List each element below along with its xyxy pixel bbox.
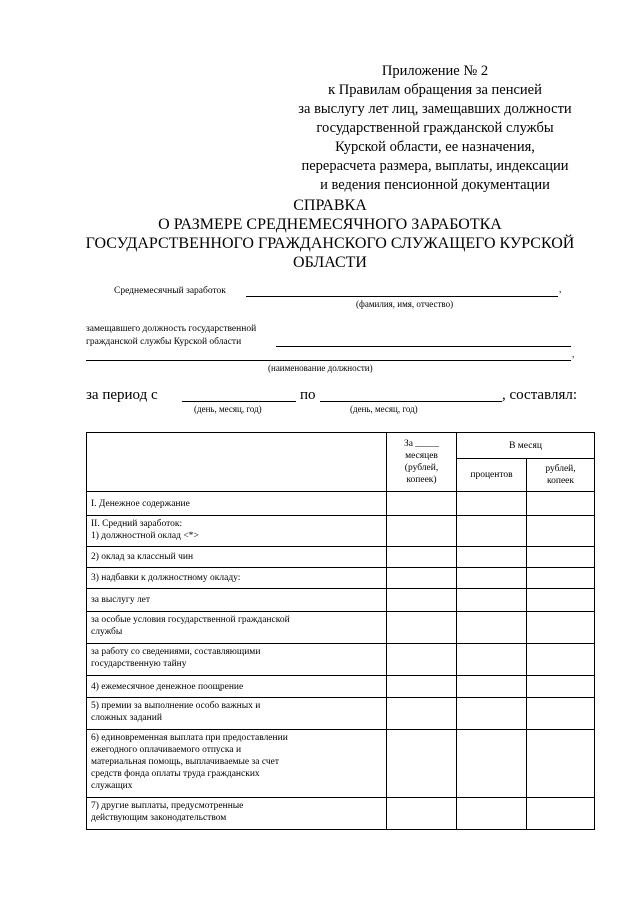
header-months-cell — [387, 433, 457, 492]
row-label-line: за особые условия государственной гражданской — [91, 615, 290, 625]
row-label-line: 6) единовременная выплата при предоставлении — [91, 733, 288, 743]
title-line: СПРАВКА — [293, 197, 367, 214]
row-label-line: 3) надбавки к должностному окладу: — [91, 573, 241, 583]
row-label-cell — [87, 589, 387, 612]
date-from-caption: (день, месяц, год) — [194, 404, 262, 414]
position-label-2: гражданской службы Курской области — [86, 337, 242, 347]
row-label-cell — [87, 612, 387, 644]
table-row — [87, 492, 595, 516]
row-label-line: сложных заданий — [91, 713, 162, 723]
period-label: за период с — [86, 387, 158, 403]
table-row — [87, 730, 595, 798]
row-label-line: действующим законодательством — [91, 813, 227, 823]
row-label-line: за выслугу лет — [91, 595, 151, 605]
months-input-cell[interactable] — [387, 612, 457, 644]
appendix-header — [270, 62, 600, 195]
percent-input-cell[interactable] — [457, 568, 527, 589]
months-input-cell[interactable] — [387, 589, 457, 612]
fio-caption: (фамилия, имя, отчество) — [356, 299, 454, 309]
row-label-line: 7) другие выплаты, предусмотренные — [91, 801, 244, 811]
row-label-cell — [87, 698, 387, 730]
rubles-input-cell[interactable] — [527, 644, 595, 676]
header-rubles-line: рублей, — [545, 464, 576, 475]
percent-input-cell[interactable] — [457, 698, 527, 730]
table-row — [87, 798, 595, 830]
rubles-input-cell[interactable] — [527, 676, 595, 698]
percent-input-cell[interactable] — [457, 516, 527, 547]
row-label-cell — [87, 516, 387, 547]
earnings-table — [86, 432, 595, 830]
rubles-input-cell[interactable] — [527, 612, 595, 644]
row-label-line: II. Средний заработок: — [91, 519, 183, 529]
period-result-label: , составлял: — [502, 387, 578, 403]
row-label-line: государственную тайну — [91, 659, 187, 669]
percent-input-cell[interactable] — [457, 676, 527, 698]
appendix-line: Курской области, ее назначения, — [335, 139, 535, 155]
position-label-1: замещавшего должность государственной — [86, 324, 257, 334]
table-row — [87, 547, 595, 568]
fio-comma: , — [559, 285, 562, 295]
appendix-line: перерасчета размера, выплаты, индексации — [301, 158, 569, 174]
appendix-line: Приложение № 2 — [381, 63, 489, 79]
row-label-line: 2) оклад за классный чин — [91, 552, 194, 562]
row-label-line: ежегодного оплачиваемого отпуска и — [91, 745, 242, 755]
rubles-input-cell[interactable] — [527, 698, 595, 730]
months-input-cell[interactable] — [387, 798, 457, 830]
header-months-line: За _____ — [403, 439, 440, 449]
rubles-input-cell[interactable] — [527, 492, 595, 516]
row-label-line: I. Денежное содержание — [91, 498, 190, 509]
position-field-1[interactable] — [276, 346, 571, 347]
row-label-line: за работу со сведениями, составляющими — [91, 647, 261, 657]
table-header-row — [87, 433, 595, 459]
date-from-field[interactable] — [182, 401, 296, 402]
rubles-input-cell[interactable] — [527, 568, 595, 589]
row-label-cell — [87, 676, 387, 698]
table-row — [87, 698, 595, 730]
row-label-line: службы — [91, 627, 123, 637]
months-input-cell[interactable] — [387, 568, 457, 589]
title-line: О РАЗМЕРЕ СРЕДНЕМЕСЯЧНОГО ЗАРАБОТКА — [158, 216, 502, 233]
document-title — [60, 196, 600, 272]
header-blank-cell — [87, 433, 387, 492]
title-line: ОБЛАСТИ — [293, 254, 367, 271]
row-label-cell — [87, 547, 387, 568]
title-line: ГОСУДАРСТВЕННОГО ГРАЖДАНСКОГО СЛУЖАЩЕГО КУРСКОЙ — [85, 235, 575, 252]
row-label-line: 5) премии за выполнение особо важных и — [91, 701, 261, 711]
table-row — [87, 589, 595, 612]
appendix-line: к Правилам обращения за пенсией — [328, 82, 542, 98]
row-label-line: служащих — [91, 781, 133, 791]
months-input-cell[interactable] — [387, 676, 457, 698]
row-label-cell — [87, 644, 387, 676]
appendix-line: и ведения пенсионной документации — [320, 177, 550, 193]
rubles-input-cell[interactable] — [527, 798, 595, 830]
months-input-cell[interactable] — [387, 492, 457, 516]
months-input-cell[interactable] — [387, 698, 457, 730]
table-row — [87, 612, 595, 644]
date-to-field[interactable] — [320, 401, 502, 402]
avg-earnings-label: Среднемесячный заработок — [114, 286, 226, 296]
header-months-line: копеек) — [406, 475, 437, 485]
rubles-input-cell[interactable] — [527, 516, 595, 547]
position-caption: (наименование должности) — [268, 363, 373, 373]
months-input-cell[interactable] — [387, 644, 457, 676]
percent-input-cell[interactable] — [457, 612, 527, 644]
row-label-line: 4) ежемесячное денежное поощрение — [91, 681, 244, 692]
header-rubles-cell — [527, 459, 595, 492]
row-label-line: средств фонда оплаты труда гражданских — [91, 769, 260, 779]
header-rubles-line: копеек — [547, 476, 575, 487]
row-label-line: материальная помощь, выплачиваемые за счет — [91, 757, 280, 767]
percent-input-cell[interactable] — [457, 492, 527, 516]
row-label-line: 1) должностной оклад <*> — [91, 531, 199, 541]
percent-input-cell[interactable] — [457, 730, 527, 798]
rubles-input-cell[interactable] — [527, 730, 595, 798]
position-field-2[interactable] — [86, 360, 571, 361]
appendix-line: государственной гражданской службы — [316, 120, 554, 136]
months-input-cell[interactable] — [387, 516, 457, 547]
rubles-input-cell[interactable] — [527, 589, 595, 612]
header-months-line: месяцев — [405, 451, 438, 461]
header-percent: процентов — [457, 459, 527, 492]
period-to-label: по — [300, 387, 316, 403]
table-row — [87, 568, 595, 589]
months-input-cell[interactable] — [387, 547, 457, 568]
table-row — [87, 676, 595, 698]
rubles-input-cell[interactable] — [527, 547, 595, 568]
appendix-line: за выслугу лет лиц, замещавших должности — [298, 101, 572, 117]
percent-input-cell[interactable] — [457, 644, 527, 676]
percent-input-cell[interactable] — [457, 798, 527, 830]
date-to-caption: (день, месяц, год) — [350, 404, 418, 414]
percent-input-cell[interactable] — [457, 589, 527, 612]
row-label-cell — [87, 568, 387, 589]
row-label-cell — [87, 730, 387, 798]
row-label-cell — [87, 798, 387, 830]
percent-input-cell[interactable] — [457, 547, 527, 568]
header-months-line: (рублей, — [404, 463, 439, 473]
row-label-cell — [87, 492, 387, 516]
table-row — [87, 644, 595, 676]
months-input-cell[interactable] — [387, 730, 457, 798]
position-comma: , — [572, 350, 575, 360]
fio-field[interactable] — [246, 296, 558, 297]
table-row — [87, 516, 595, 547]
header-per-month: В месяц — [457, 433, 595, 459]
